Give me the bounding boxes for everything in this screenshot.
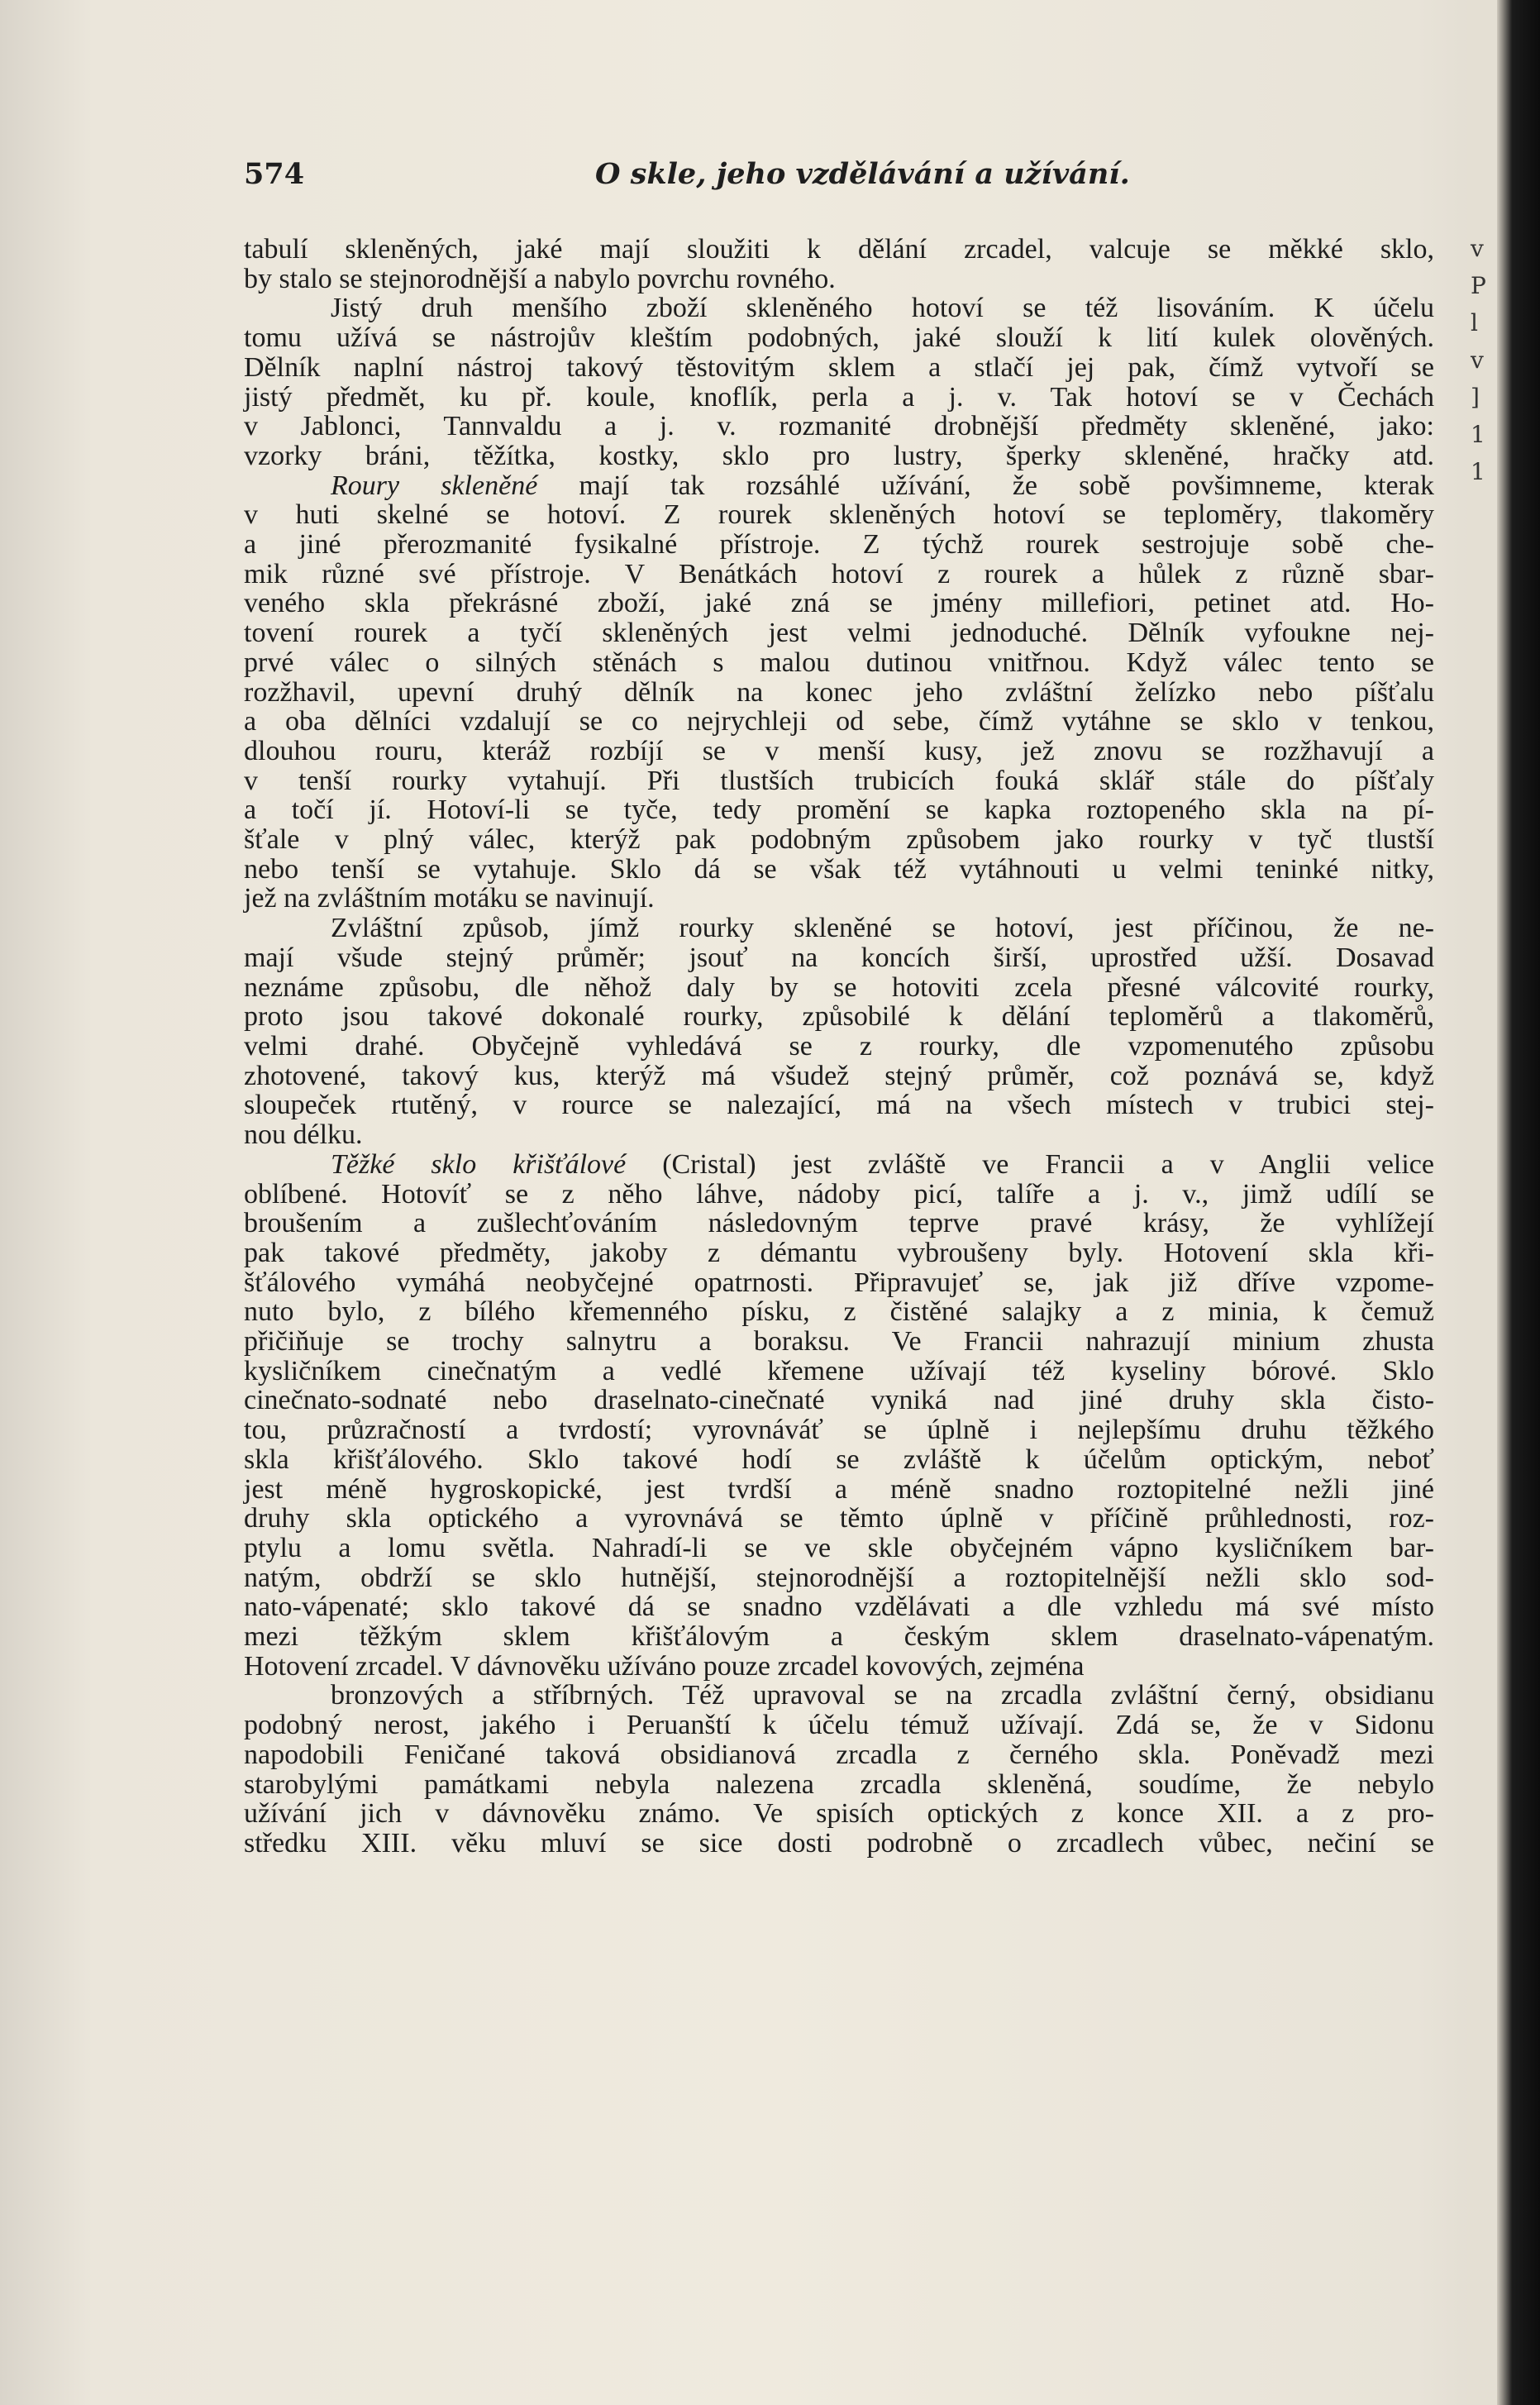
text-line: vzorky bráni, těžítka, kostky, sklo pro lustry, šperky skleněné, hračky atd. [244,440,1434,471]
text-line: tomu užívá se nástrojův kleštím podobných, jaké slouží k lití kulek olověných. [244,322,1434,354]
text-line: druhy skla optického a vyrovnává se těmto úplně v příčině průhlednosti, roz- [244,1503,1434,1534]
text-line: středku XIII. věku mluví se sice dosti podrobně o zrcadlech vůbec, nečiní se [244,1827,1434,1859]
text-line: neznáme způsobu, dle něhož daly by se hotoviti zcela přesné válcovité rourky, [244,971,1434,1003]
text-line: skla křišťálového. Sklo takové hodí se zvláště k účelům optickým, neboť [244,1443,1434,1475]
text-line: nou délku. [244,1119,363,1151]
edge-char: v [1471,235,1484,262]
text-line: Jistý druh menšího zboží skleněného hotoví se též lisováním. K účelu [331,293,1434,324]
text-line: tabulí skleněných, jaké mají sloužiti k dělání zrcadel, valcuje se měkké sklo, [244,234,1434,265]
edge-char: 1 [1471,421,1485,448]
running-title: O skle, jeho vzdělávání a užívání. [595,157,1130,191]
text-line: šťale v plný válec, kterýž pak podobným způsobem jako rourky v tyč tlustší [244,824,1434,856]
text-line: mají všude stejný průměr; jsouť na koncích širší, uprostřed užší. Dosavad [244,942,1434,973]
text-line: nebo tenší se vytahuje. Sklo dá se však též vytáhnouti u velmi teninké nitky, [244,853,1434,885]
text-line: v Jablonci, Tannvaldu a j. v. rozmanité drobnější předměty skleněné, jako: [244,411,1434,442]
text-line: podobný nerost, jakého i Peruanští k účelu témuž užívají. Zdá se, že v Sidonu [244,1710,1434,1741]
edge-char: 1 [1471,458,1485,485]
text-line: jež na zvláštním motáku se navinují. [244,883,655,914]
text-line: veného skla překrásné zboží, jaké zná se jmény millefiori, petinet atd. Ho- [244,588,1434,619]
text-line: kysličníkem cinečnatým a vedlé křemene užívají též kyseliny bórové. Sklo [244,1355,1434,1386]
text-line: cinečnato-sodnaté nebo draselnato-cinečnaté vyniká nad jiné druhy skla čisto- [244,1385,1434,1416]
text-line: natým, obdrží se sklo hutnější, stejnorodnější a roztopitelnější nežli sklo sod- [244,1562,1434,1593]
text-line: rozžhavil, upevní druhý dělník na konec jeho zvláštní želízko nebo píšťalu [244,676,1434,708]
text-line: sloupeček rtutěný, v rource se nalezající, má na všech místech v trubici stej- [244,1090,1434,1121]
edge-char: v [1471,346,1484,374]
text-line: nato-vápenaté; sklo takové dá se snadno vzdělávati a dle vzhledu má své místo [244,1591,1434,1623]
text-line: Dělník naplní nástroj takový těstovitým sklem a stlačí jej pak, čímž vytvoří se [244,351,1434,383]
text-line: mezi těžkým sklem křišťálovým a českým sklem draselnato-vápenatým. [244,1621,1434,1653]
book-gutter-shadow [1497,0,1540,2405]
text-line: by stalo se stejnorodnější a nabylo povrchu rovného. [244,263,836,294]
text-line: v tenší rourky vytahují. Při tlustších trubicích fouká sklář stále do píšťaly [244,765,1434,796]
text-line: prvé válec o silných stěnách s malou dutinou vnitřnou. Když válec tento se [244,647,1434,678]
text-line: tovení rourek a tyčí skleněných jest velmi jednoduché. Dělník vyfoukne nej- [244,618,1434,649]
text-line: Roury skleněné mají tak rozsáhlé užívání, že sobě povšimneme, kterak [331,470,1434,501]
text-line: oblíbené. Hotovíť se z něho láhve, nádoby picí, talíře a j. v., jimž udílí se [244,1178,1434,1210]
text-line: tou, průzračností a tvrdostí; vyrovnáváť se úplně i nejlepšímu druhu těžkého [244,1415,1434,1446]
edge-char: l [1471,309,1478,336]
text-line: Těžké sklo křišťálové (Cristal) jest zvláště ve Francii a v Anglii velice [331,1148,1434,1180]
text-line: pak takové předměty, jakoby z démantu vybroušeny byly. Hotovení skla kři- [244,1237,1434,1268]
text-line: zhotovené, takový kus, kterýž má všudež stejný průměr, což poznává se, když [244,1060,1434,1091]
text-line: přičiňuje se trochy salnytru a boraksu. Ve Francii nahrazují minium zhusta [244,1326,1434,1358]
text-line: šťálového vymáhá neobyčejné opatrnosti. Připravujeť se, jak již dříve vzpome- [244,1267,1434,1298]
text-line: Hotovení zrcadel. V dávnověku užíváno pouze zrcadel kovových, zejména [244,1650,1085,1682]
text-line: bronzových a stříbrných. Též upravoval se na zrcadla zvláštní černý, obsidianu [331,1680,1434,1711]
text-line: jistý předmět, ku př. koule, knoflík, perla a j. v. Tak hotoví se v Čechách [244,381,1434,413]
page-number: 574 [244,157,305,191]
text-line: proto jsou takové dokonalé rourky, způsobilé k dělání teploměrů a tlakoměrů, [244,1001,1434,1033]
text-line: v huti skelné se hotoví. Z rourek skleněných hotoví se teploměry, tlakoměry [244,499,1434,531]
edge-char: P [1471,272,1486,299]
text-line: broušením a zušlechťováním následovným teprve pravé krásy, že vyhlížejí [244,1208,1434,1239]
text-line: starobylými památkami nebyla nalezena zrcadla skleněná, soudíme, že nebylo [244,1768,1434,1800]
edge-char: ] [1471,384,1480,411]
text-line: užívání jich v dávnověku známo. Ve spisích optických z konce XII. a z pro- [244,1798,1434,1830]
text-line: napodobili Feničané taková obsidianová zrcadla z černého skla. Poněvadž mezi [244,1739,1434,1770]
text-line: a oba dělníci vzdalují se co nejrychleji od sebe, čímž vytáhne se sklo v tenkou, [244,706,1434,737]
text-line: dlouhou rouru, kteráž rozbíjí se v menší kusy, jež znovu se rozžhavují a [244,735,1434,766]
next-page-fragment [1471,230,1492,490]
text-line: a točí jí. Hotoví-li se tyče, tedy promění se kapka roztopeného skla na pí- [244,795,1434,826]
text-line: jest méně hygroskopické, jest tvrdší a méně snadno roztopitelné nežli jiné [244,1473,1434,1505]
text-line: a jiné přerozmanité fysikalné přístroje. Z týchž rourek sestrojuje sobě che- [244,529,1434,561]
text-line: ptylu a lomu světla. Nahradí-li se ve skle obyčejném vápno kysličníkem bar- [244,1532,1434,1563]
page-header [244,157,1434,198]
text-line: Zvláštní způsob, jímž rourky skleněné se hotoví, jest příčinou, že ne- [331,913,1434,944]
text-line: mik různé své přístroje. V Benátkách hotoví z rourek a hůlek z různě sbar- [244,558,1434,589]
text-line: velmi drahé. Obyčejně vyhledává se z rourky, dle vzpomenutého způsobu [244,1030,1434,1062]
text-line: nuto bylo, z bílého křemenného písku, z čistěné salajky a z minia, k čemuž [244,1296,1434,1328]
body-text [244,235,1434,1859]
